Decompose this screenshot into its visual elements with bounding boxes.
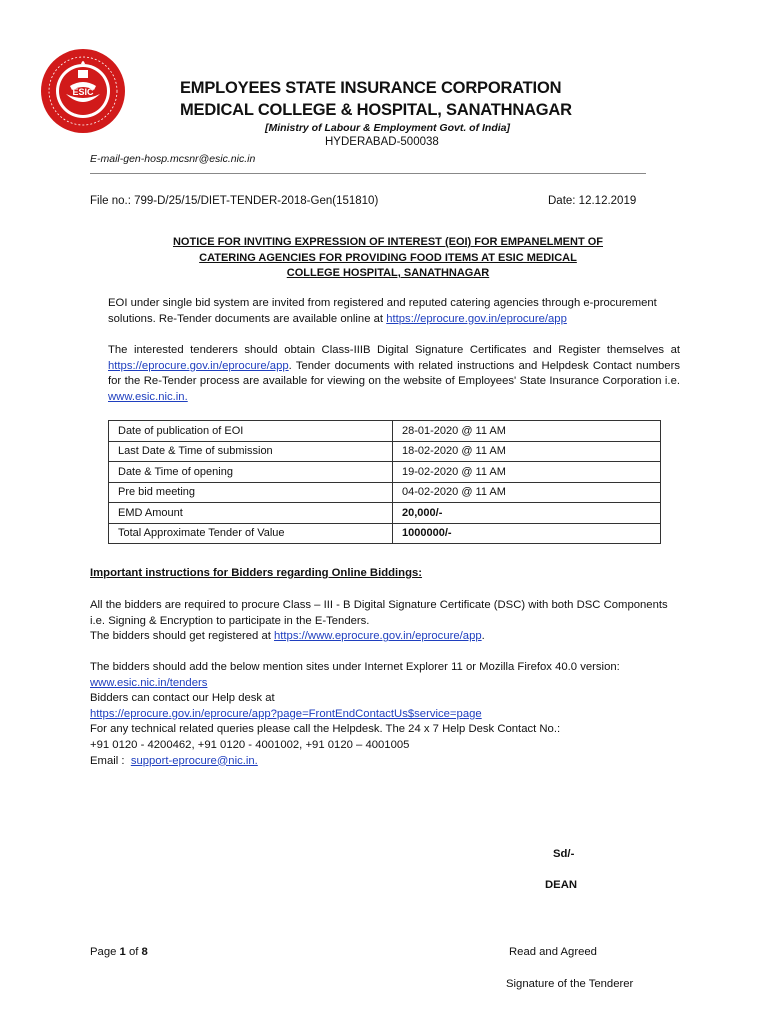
title-line-2: MEDICAL COLLEGE & HOSPITAL, SANATHNAGAR [180, 101, 572, 119]
eoi-paragraph-text: EOI under single bid system are invited from registered and reputed catering agencies through e-procurement solutions. Re-Tender documents are available online at [108, 297, 657, 325]
instruction-line: i.e. Signing & Encryption to participate in the E-Tenders. [90, 614, 370, 627]
schedule-label: EMD Amount [109, 503, 393, 524]
notice-title [90, 235, 686, 282]
instruction-line: For any technical related queries please call the Helpdesk. The 24 x 7 Help Desk Contact No.: [90, 723, 561, 736]
schedule-value: 1000000/- [393, 523, 661, 544]
schedule-row [109, 482, 661, 503]
eprocure-link[interactable]: https://eprocure.gov.in/eprocure/app [386, 312, 567, 325]
schedule-value: 28-01-2020 @ 11 AM [393, 421, 661, 442]
email-label: Email : [90, 754, 131, 767]
header-divider [90, 173, 646, 174]
notice-title-line-3: COLLEGE HOSPITAL, SANATHNAGAR [286, 267, 490, 279]
support-email-link[interactable]: support-eprocure@nic.in. [130, 754, 258, 767]
schedule-label: Pre bid meeting [109, 482, 393, 503]
schedule-row [109, 462, 661, 483]
notice-title-line-2: CATERING AGENCIES FOR PROVIDING FOOD ITEMS AT ESIC MEDICAL [199, 251, 577, 264]
instruction-line: Bidders can contact our Help desk at [90, 692, 275, 705]
instruction-line [90, 754, 680, 770]
email-line: E-mail-gen-hosp.mcsnr@esic.nic.in [90, 153, 256, 165]
page-total: 8 [141, 946, 148, 958]
instructions-block-2 [90, 660, 680, 769]
title-line-1: EMPLOYEES STATE INSURANCE CORPORATION [180, 79, 562, 97]
eprocure-registration-link[interactable]: https://www.eprocure.gov.in/eprocure/app [274, 630, 482, 643]
esic-website-link[interactable]: www.esic.nic.in. [108, 390, 188, 403]
esic-logo [40, 48, 126, 134]
eprocure-register-link[interactable]: https://eprocure.gov.in/eprocure/app [108, 359, 289, 372]
schedule-row [109, 421, 661, 442]
page-number [90, 946, 148, 958]
instruction-text: The bidders should get registered at [90, 630, 274, 643]
city-line: HYDERABAD-500038 [325, 136, 439, 148]
dsc-paragraph-text-2: . Tender documents with related instructions and Helpdesk Contact numbers for the Re-Tender process are available for viewing on the website of Employees' State Insurance Corporation i.e. [108, 359, 680, 388]
esic-tenders-link[interactable]: www.esic.nic.in/tenders [90, 676, 208, 689]
tenderer-signature-label: Signature of the Tenderer [506, 978, 634, 990]
read-and-agreed: Read and Agreed [509, 946, 597, 958]
helpdesk-contact-link[interactable]: https://eprocure.gov.in/eprocure/app?page=FrontEndContactUs$service=page [90, 707, 482, 720]
file-number: File no.: 799-D/25/15/DIET-TENDER-2018-Gen(151810) [90, 195, 379, 207]
instructions-block-1 [90, 598, 680, 645]
signatory-title: DEAN [545, 879, 578, 891]
signed-mark: Sd/- [553, 848, 575, 860]
document-date: Date: 12.12.2019 [548, 195, 637, 207]
instruction-line [90, 629, 680, 645]
page-of: of [125, 946, 142, 958]
schedule-value: 20,000/- [393, 503, 661, 524]
instruction-line: The bidders should add the below mention sites under Internet Explorer 11 or Mozilla Firefox 40.0 version: [90, 661, 620, 673]
ministry-line: [Ministry of Labour & Employment Govt. of India] [265, 122, 511, 134]
instruction-line [90, 707, 680, 723]
page-current: 1 [119, 946, 126, 958]
instruction-line [90, 676, 680, 692]
schedule-label: Date & Time of opening [109, 462, 393, 483]
dsc-paragraph-text-1: The interested tenderers should obtain Class-IIIB Digital Signature Certificates and Register themselves at [108, 344, 680, 356]
instruction-text: . [481, 630, 485, 643]
schedule-row [109, 441, 661, 462]
page-prefix: Page [90, 946, 120, 958]
eoi-paragraph [108, 296, 683, 327]
schedule-table [108, 420, 661, 544]
dsc-paragraph [108, 343, 680, 405]
helpdesk-phone-numbers: +91 0120 - 4200462, +91 0120 - 4001002, +91 0120 – 4001005 [90, 738, 410, 751]
schedule-value: 18-02-2020 @ 11 AM [393, 441, 661, 462]
schedule-value: 19-02-2020 @ 11 AM [393, 462, 661, 483]
schedule-label: Last Date & Time of submission [109, 441, 393, 462]
instructions-heading: Important instructions for Bidders regarding Online Biddings: [90, 567, 423, 579]
instruction-line: All the bidders are required to procure Class – III - B Digital Signature Certificate (DSC) with both DSC Components [90, 599, 668, 611]
schedule-label: Total Approximate Tender of Value [109, 523, 393, 544]
notice-title-line-1: NOTICE FOR INVITING EXPRESSION OF INTEREST (EOI) FOR EMPANELMENT OF [172, 236, 604, 248]
logo-text: ESIC [72, 87, 94, 97]
esic-logo-emblem-icon [40, 48, 126, 134]
organization-title [180, 77, 572, 121]
schedule-row [109, 503, 661, 524]
schedule-value: 04-02-2020 @ 11 AM [393, 482, 661, 503]
schedule-label: Date of publication of EOI [109, 421, 393, 442]
schedule-row [109, 523, 661, 544]
